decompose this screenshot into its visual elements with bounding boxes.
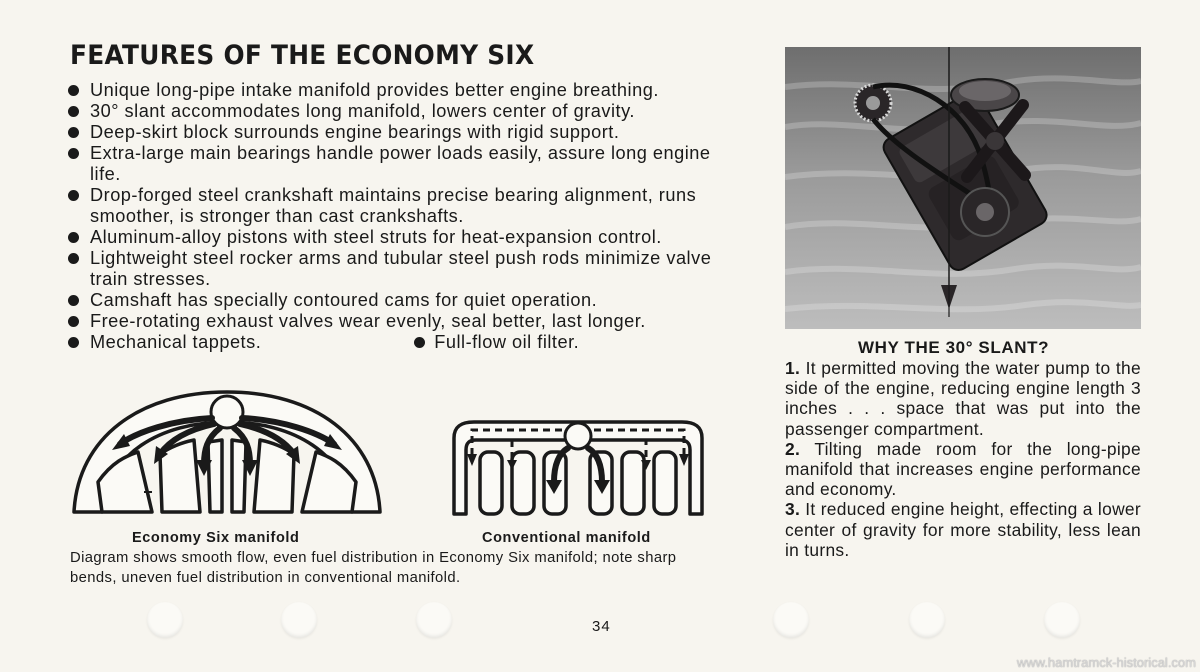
feature-item: Extra-large main bearings handle power loads easily, assure long engine life.: [66, 143, 730, 185]
bullet-icon: [68, 85, 79, 96]
feature-item: [66, 332, 730, 353]
bullet-icon: [68, 232, 79, 243]
economy-six-manifold-diagram: [62, 382, 392, 518]
reason-item: 1. It permitted moving the water pump to the side of the engine, reducing engine length 3 inches . . . space that was put into the passenger compartment.: [785, 358, 1141, 439]
bullet-icon: [68, 316, 79, 327]
binder-hole: [909, 602, 945, 638]
economy-six-caption: Economy Six manifold: [132, 530, 300, 546]
slant-six-engine-illustration: [785, 47, 1141, 329]
feature-item: Free-rotating exhaust valves wear evenly, seal better, last longer.: [66, 311, 730, 332]
feature-item: Unique long-pipe intake manifold provides better engine breathing.: [66, 80, 730, 101]
binder-hole: [147, 602, 183, 638]
bullet-icon: [68, 253, 79, 264]
binder-hole: [416, 602, 452, 638]
website-watermark: www.hamtramck-historical.com: [1016, 655, 1196, 670]
binder-hole: [281, 602, 317, 638]
conventional-manifold-diagram: [442, 416, 714, 518]
page-number: 34: [592, 618, 611, 635]
bullet-icon: [68, 148, 79, 159]
bullet-icon: [68, 190, 79, 201]
conventional-caption: Conventional manifold: [482, 530, 651, 546]
reason-item: 3. It reduced engine height, effecting a lower center of gravity for more stability, less lean in turns.: [785, 499, 1141, 560]
feature-item: Aluminum-alloy pistons with steel struts for heat-expansion control.: [66, 227, 730, 248]
feature-item: Lightweight steel rocker arms and tubular steel push rods minimize valve train stresses.: [66, 248, 730, 290]
slant-reasons: [785, 358, 1141, 560]
bullet-icon: [68, 337, 79, 348]
page-title: FEATURES OF THE ECONOMY SIX: [70, 40, 535, 71]
reason-item: 2. Tilting made room for the long-pipe manifold that increases engine performance and economy.: [785, 438, 1142, 500]
binder-hole: [773, 602, 809, 638]
bullet-icon: [68, 295, 79, 306]
feature-item: Deep-skirt block surrounds engine bearings with rigid support.: [66, 122, 730, 143]
bullet-icon: [414, 337, 425, 348]
feature-item: Drop-forged steel crankshaft maintains precise bearing alignment, runs smoother, is stronger than cast crankshafts.: [66, 185, 730, 227]
diagram-description: Diagram shows smooth flow, even fuel distribution in Economy Six manifold; note sharp bends, uneven fuel distribution in conventional manifold.: [70, 550, 677, 586]
bullet-icon: [68, 127, 79, 138]
feature-oil-filter: Full-flow oil filter.: [414, 332, 579, 353]
feature-item: 30° slant accommodates long manifold, lowers center of gravity.: [66, 101, 730, 122]
binder-hole: [1044, 602, 1080, 638]
slant-heading: WHY THE 30° SLANT?: [858, 338, 1050, 357]
feature-mechanical-tappets: Mechanical tappets.: [90, 332, 262, 352]
features-list: [66, 80, 730, 353]
feature-item: Camshaft has specially contoured cams for quiet operation.: [66, 290, 730, 311]
bullet-icon: [68, 106, 79, 117]
